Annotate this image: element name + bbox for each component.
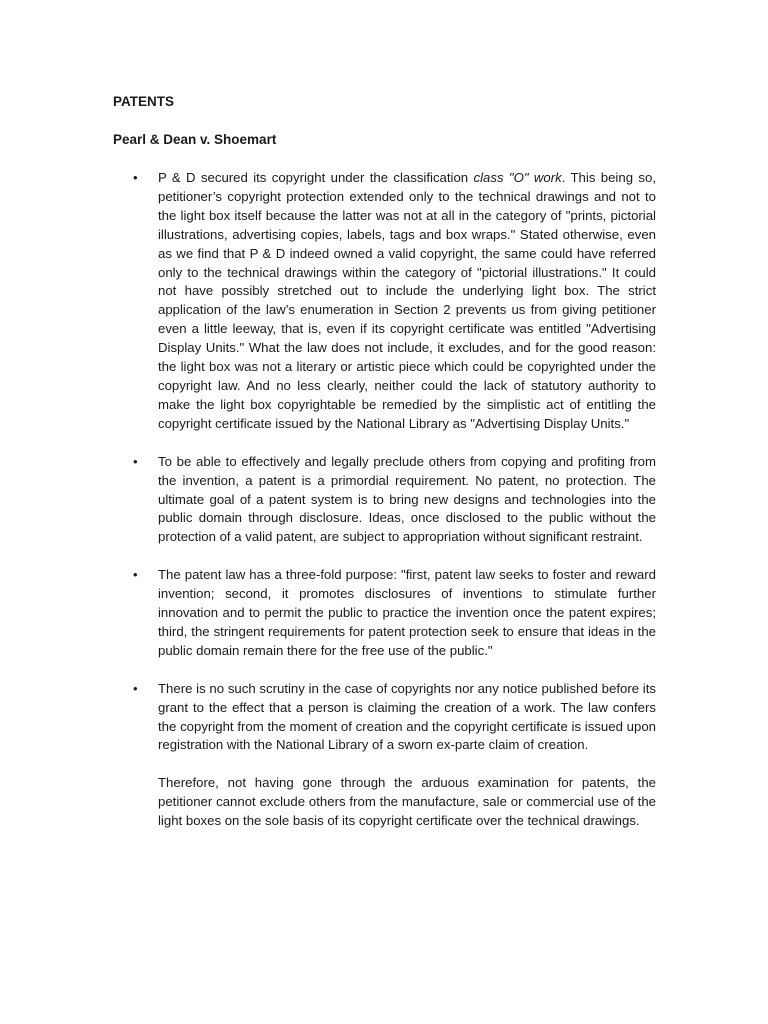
bullet-paragraph: There is no such scrutiny in the case of copyrights nor any notice published before its grant to the effect that a person is claiming the creation of a work. The law confers the copyright from the moment of creation and the copyright certificate is issued upon registration with the National Library of a sworn ex-parte claim of creation.: [158, 680, 656, 753]
bullet-icon: •: [133, 170, 138, 185]
bullet-paragraph: To be able to effectively and legally preclude others from copying and profiting from the invention, a patent is a primordial requirement. No patent, no protection. The ultimate goal of a patent system is to bring new designs and technologies into the public domain through disclosure. Ideas, once disclosed to the public without the protection of a valid patent, are subject to appropriation without significant restraint.: [158, 453, 656, 545]
list-item: [113, 453, 656, 548]
bullet-icon: •: [133, 567, 138, 583]
bullet-italic-text: class "O" work: [473, 170, 562, 185]
follow-up-paragraph: Therefore, not having gone through the arduous examination for patents, the petitioner cannot exclude others from the manufacture, sale or commercial use of the light boxes on the sole basis of its copyright certificate over the technical drawings.: [158, 774, 656, 828]
section-title: PATENTS: [113, 94, 175, 109]
list-item: [113, 680, 656, 831]
bullet-list: [113, 169, 656, 831]
bullet-text: P & D secured its copyright under the classification: [158, 170, 474, 185]
bullet-paragraph: [158, 169, 656, 434]
bullet-text: . This being so, petitioner’s copyright protection extended only to the technical drawings and not to the light box itself because the latter was not at all in the category of "prints, pictorial illustrations, advertising copies, labels, tags and box wraps." Stated otherwise, even as we find that P & D indeed owned a valid copyright, the same could have referred only to the technical drawings within the category of "pictorial illustrations." It could not have possibly stretched out to include the underlying light box. The strict application of the law’s enumeration in Section 2 prevents us from giving petitioner even a little leeway, that is, even if its copyright certificate was entitled "Advertising Display Units." What the law does not include, it excludes, and for the good reason: the light box was not a literary or artistic piece which could be copyrighted under the copyright law. And no less clearly, neither could the lack of statutory authority to make the light box copyrightable be remedied by the simplistic act of entitling the copyright certificate issued by the National Library as "Advertising Display Units.": [158, 170, 656, 431]
case-title: Pearl & Dean v. Shoemart: [113, 132, 277, 147]
list-item: [113, 566, 656, 661]
bullet-icon: •: [133, 680, 138, 696]
bullet-icon: •: [133, 453, 138, 469]
list-item: [113, 169, 656, 434]
bullet-paragraph: The patent law has a three-fold purpose: "first, patent law seeks to foster and reward invention; second, it promotes disclosures of inventions to stimulate further innovation and to permit the public to practice the invention once the patent expires; third, the stringent requirements for patent protection seek to ensure that ideas in the public domain remain there for the free use of the public.": [158, 567, 656, 658]
